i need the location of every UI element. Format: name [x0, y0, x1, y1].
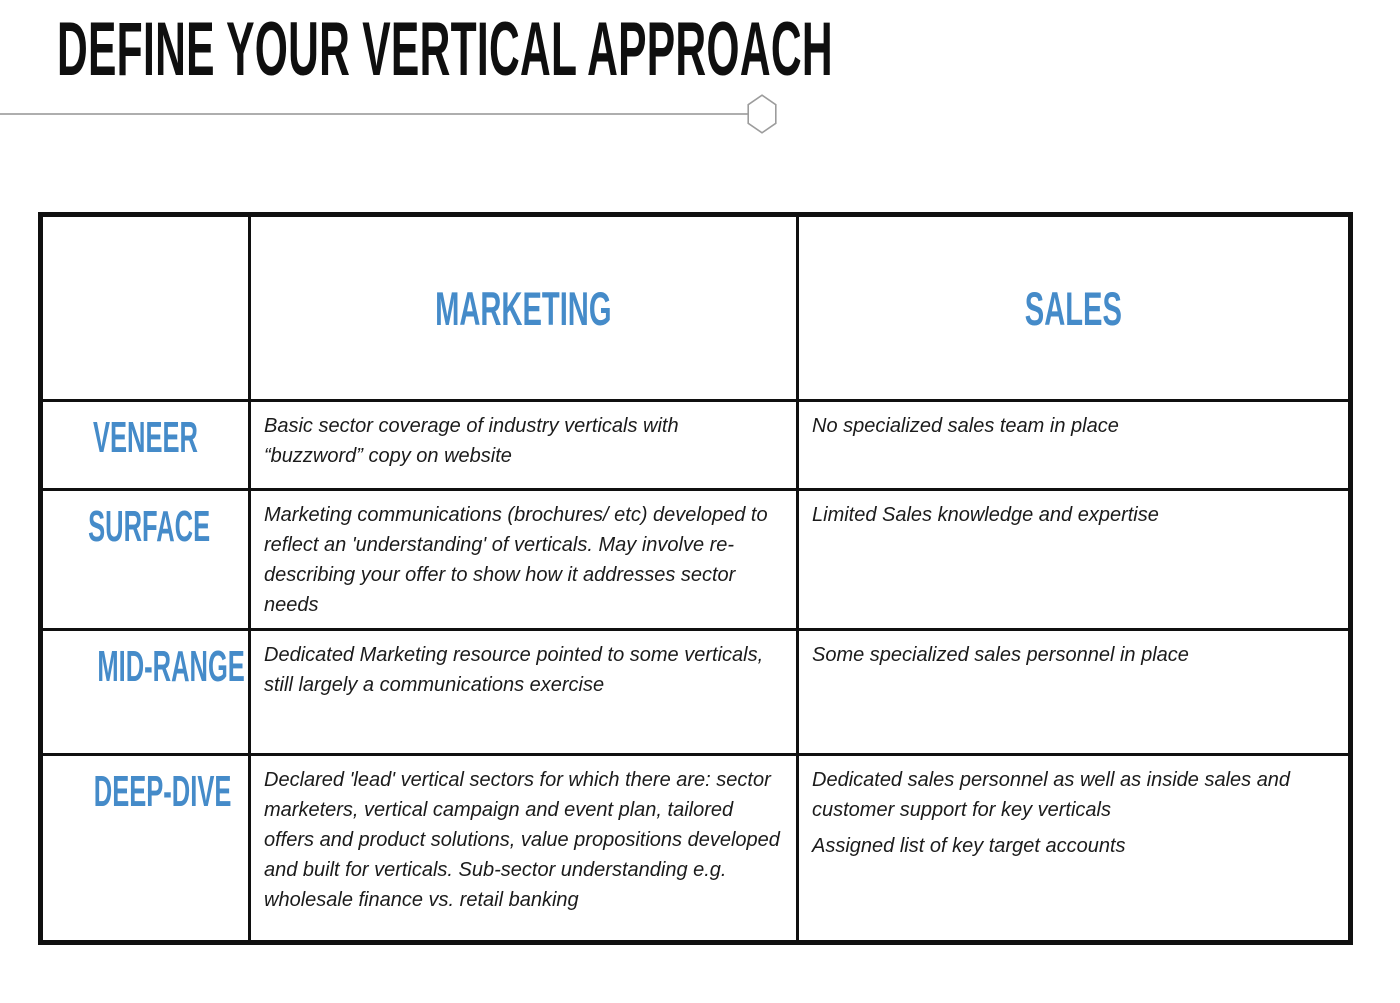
cell-text: Basic sector coverage of industry verticals with “buzzword” copy on website	[264, 415, 679, 467]
row-label-veneer	[41, 401, 250, 490]
cell-veneer-marketing	[250, 401, 798, 490]
cell-deep-dive-marketing	[250, 755, 798, 943]
cell-mid-range-sales	[798, 630, 1351, 755]
column-header-marketing	[250, 215, 798, 401]
cell-surface-marketing	[250, 490, 798, 630]
corner-cell	[41, 215, 250, 401]
table-row-surface	[41, 490, 1351, 630]
table-row-deep-dive	[41, 755, 1351, 943]
column-header-sales	[798, 215, 1351, 401]
cell-text: Some specialized sales personnel in place	[812, 644, 1189, 666]
row-label-deep-dive-text: DEEP-DIVE	[93, 767, 232, 816]
row-label-surface	[41, 490, 250, 630]
cell-text: Dedicated sales personnel as well as inside sales and customer support for key verticals	[812, 769, 1291, 821]
cell-surface-sales	[798, 490, 1351, 630]
cell-text: Limited Sales knowledge and expertise	[812, 504, 1159, 526]
row-label-mid-range-text: MID-RANGE	[97, 642, 245, 691]
column-header-marketing-label: MARKETING	[435, 281, 612, 335]
vertical-approach-table	[38, 212, 1353, 945]
row-label-veneer-text: VENEER	[93, 413, 198, 462]
page-title	[57, 7, 1400, 92]
cell-text: Dedicated Marketing resource pointed to some verticals, still largely a communications exercise	[264, 644, 764, 696]
hexagon-outline-icon	[747, 94, 777, 134]
cell-text: Marketing communications (brochures/ etc) developed to reflect an 'understanding' of verticals. May involve re-describing your offer to show how it addresses sector needs	[264, 504, 768, 616]
cell-text: Declared 'lead' vertical sectors for which there are: sector marketers, vertical campaign and event plan, tailored offers and product solutions, value propositions developed and built for verticals. Sub-sector understanding e.g. wholesale finance vs. retail banking	[264, 769, 780, 911]
table-row-mid-range	[41, 630, 1351, 755]
row-label-mid-range	[41, 630, 250, 755]
cell-veneer-sales	[798, 401, 1351, 490]
row-label-surface-text: SURFACE	[88, 502, 211, 551]
cell-deep-dive-sales	[798, 755, 1351, 943]
cell-mid-range-marketing	[250, 630, 798, 755]
divider-line	[0, 113, 749, 115]
column-header-sales-label: SALES	[1024, 281, 1123, 335]
table-header-row	[41, 215, 1351, 401]
page-title-text: DEFINE YOUR VERTICAL APPROACH	[57, 7, 833, 92]
row-label-deep-dive	[41, 755, 250, 943]
cell-text: Assigned list of key target accounts	[812, 835, 1126, 857]
table-row-veneer	[41, 401, 1351, 490]
cell-text: No specialized sales team in place	[812, 415, 1119, 437]
